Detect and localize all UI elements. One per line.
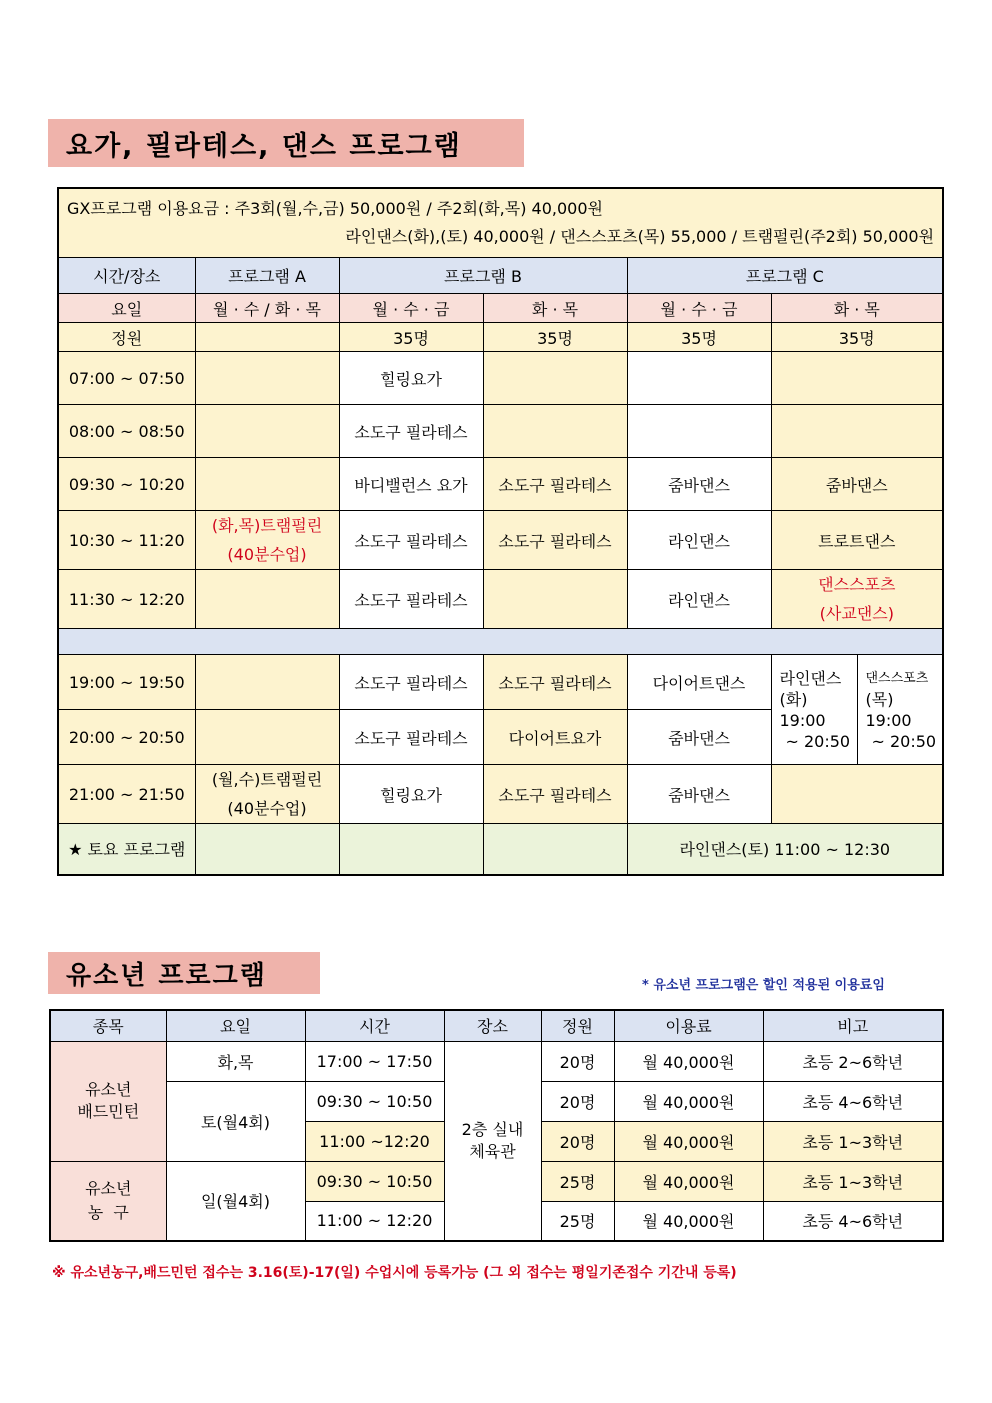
capacity-label: 정원 bbox=[58, 323, 195, 352]
trampoline-label: (월,수)트램펄린 bbox=[211, 770, 323, 789]
cell-a bbox=[195, 765, 339, 824]
cell-b1: 소도구 필라테스 bbox=[339, 710, 483, 765]
time-cell: 11:00 ~12:20 bbox=[305, 1121, 444, 1161]
dancesport-day: (목) bbox=[865, 689, 894, 709]
youth-discount-note: * 유소년 프로그램은 할인 적용된 이용료임 bbox=[642, 978, 885, 993]
day-b1: 월 · 수 · 금 bbox=[339, 294, 483, 323]
gx-schedule-table bbox=[57, 187, 944, 876]
time-cell: 20:00 ~ 20:50 bbox=[58, 710, 195, 765]
capacity-cell: 20명 bbox=[541, 1081, 614, 1121]
basketball-line-1: 유소년 bbox=[85, 1178, 132, 1198]
cell-b2: 소도구 필라테스 bbox=[483, 458, 627, 511]
cell-a bbox=[195, 405, 339, 458]
cell-c1: 줌바댄스 bbox=[627, 710, 771, 765]
fee-cell: 월 40,000원 bbox=[614, 1081, 763, 1121]
trampoline-duration: (40분수업) bbox=[227, 545, 307, 564]
header-program-b: 프로그램 B bbox=[339, 258, 627, 294]
sport-badminton: 유소년 배드민턴 bbox=[50, 1041, 166, 1161]
line-dance-day: (화) bbox=[779, 689, 808, 709]
cell-b2 bbox=[483, 570, 627, 629]
youth-table bbox=[49, 1009, 944, 1242]
cell-b2 bbox=[483, 405, 627, 458]
day-cell: 토(월4회) bbox=[166, 1081, 305, 1161]
schedule-row bbox=[58, 511, 943, 570]
header-place: 장소 bbox=[444, 1010, 541, 1041]
capacity-cell: 25명 bbox=[541, 1201, 614, 1241]
cell-c2-dancesport bbox=[857, 655, 943, 765]
dancesport-label: 댄스스포츠 bbox=[865, 670, 929, 686]
cell-b1: 소도구 필라테스 bbox=[339, 570, 483, 629]
time-cell: 09:30 ~ 10:20 bbox=[58, 458, 195, 511]
cell-b2: 다이어트요가 bbox=[483, 710, 627, 765]
fee-line-1: GX프로그램 이용요금 : 주3회(월,수,금) 50,000원 / 주2회(화,목) 40,000원 bbox=[67, 199, 603, 218]
day-a: 월 · 수 / 화 · 목 bbox=[195, 294, 339, 323]
saturday-row bbox=[58, 824, 943, 875]
place-line-1: 2층 실내 bbox=[461, 1119, 524, 1139]
cell-c2 bbox=[771, 352, 943, 405]
fee-cell: 월 40,000원 bbox=[614, 1041, 763, 1081]
day-cell: 화,목 bbox=[166, 1041, 305, 1081]
day-c2: 화 · 목 bbox=[771, 294, 943, 323]
note-cell: 초등 1~3학년 bbox=[763, 1161, 943, 1201]
cell-b1: 소도구 필라테스 bbox=[339, 405, 483, 458]
dancesport-label: 댄스스포츠 bbox=[818, 575, 896, 594]
cell-c1: 다이어트댄스 bbox=[627, 655, 771, 710]
capacity-c1: 35명 bbox=[627, 323, 771, 352]
saturday-b2 bbox=[483, 824, 627, 875]
schedule-row bbox=[58, 655, 943, 710]
schedule-row bbox=[58, 458, 943, 511]
line-dance-end: ~ 20:50 bbox=[785, 731, 851, 751]
schedule-row bbox=[58, 765, 943, 824]
saturday-c: 라인댄스(토) 11:00 ~ 12:30 bbox=[627, 824, 943, 875]
table-row bbox=[50, 1041, 943, 1081]
cell-c2: 줌바댄스 bbox=[771, 458, 943, 511]
saturday-label: ★ 토요 프로그램 bbox=[58, 824, 195, 875]
time-cell: 10:30 ~ 11:20 bbox=[58, 511, 195, 570]
section-title-gx: 요가, 필라테스, 댄스 프로그램 bbox=[48, 119, 524, 167]
place-cell bbox=[444, 1041, 541, 1241]
capacity-cell: 20명 bbox=[541, 1121, 614, 1161]
cell-a bbox=[195, 511, 339, 570]
cell-c2 bbox=[771, 765, 943, 824]
header-time: 시간 bbox=[305, 1010, 444, 1041]
fee-cell: 월 40,000원 bbox=[614, 1201, 763, 1241]
cell-b1: 힐링요가 bbox=[339, 352, 483, 405]
header-program-a: 프로그램 A bbox=[195, 258, 339, 294]
registration-footer-note: ※ 유소년농구,배드민턴 접수는 3.16(토)-17(일) 수업시에 등록가능 (그 외 접수는 평일기존접수 기간내 등록) bbox=[52, 1265, 737, 1281]
time-cell: 21:00 ~ 21:50 bbox=[58, 765, 195, 824]
header-fee: 이용료 bbox=[614, 1010, 763, 1041]
capacity-b2: 35명 bbox=[483, 323, 627, 352]
note-cell: 초등 4~6학년 bbox=[763, 1201, 943, 1241]
cell-a bbox=[195, 655, 339, 710]
schedule-row bbox=[58, 352, 943, 405]
cell-a bbox=[195, 458, 339, 511]
header-time-place: 시간/장소 bbox=[58, 258, 195, 294]
capacity-b1: 35명 bbox=[339, 323, 483, 352]
cell-b2: 소도구 필라테스 bbox=[483, 765, 627, 824]
schedule-row bbox=[58, 405, 943, 458]
header-day: 요일 bbox=[166, 1010, 305, 1041]
cell-b1: 소도구 필라테스 bbox=[339, 655, 483, 710]
place-line-2: 체육관 bbox=[469, 1141, 516, 1161]
saturday-a bbox=[195, 824, 339, 875]
divider-row bbox=[58, 629, 943, 655]
cell-c2 bbox=[771, 405, 943, 458]
time-cell: 11:30 ~ 12:20 bbox=[58, 570, 195, 629]
cell-c1: 라인댄스 bbox=[627, 511, 771, 570]
capacity-c2: 35명 bbox=[771, 323, 943, 352]
cell-b2 bbox=[483, 352, 627, 405]
day-label: 요일 bbox=[58, 294, 195, 323]
basketball-line-2: 농 구 bbox=[87, 1202, 129, 1222]
trampoline-label: (화,목)트램펄린 bbox=[211, 516, 323, 535]
time-cell: 09:30 ~ 10:50 bbox=[305, 1081, 444, 1121]
cell-a bbox=[195, 352, 339, 405]
time-cell: 19:00 ~ 19:50 bbox=[58, 655, 195, 710]
cell-a bbox=[195, 570, 339, 629]
saturday-b1 bbox=[339, 824, 483, 875]
time-cell: 09:30 ~ 10:50 bbox=[305, 1161, 444, 1201]
note-cell: 초등 1~3학년 bbox=[763, 1121, 943, 1161]
capacity-a bbox=[195, 323, 339, 352]
cell-c1 bbox=[627, 405, 771, 458]
day-c1: 월 · 수 · 금 bbox=[627, 294, 771, 323]
cell-c1: 라인댄스 bbox=[627, 570, 771, 629]
section-title-youth: 유소년 프로그램 bbox=[48, 952, 320, 994]
time-cell: 11:00 ~ 12:20 bbox=[305, 1201, 444, 1241]
fee-info bbox=[58, 188, 943, 258]
header-sport: 종목 bbox=[50, 1010, 166, 1041]
time-cell: 08:00 ~ 08:50 bbox=[58, 405, 195, 458]
fee-line-2: 라인댄스(화),(토) 40,000원 / 댄스스포츠(목) 55,000 / 트램펄린(주2회) 50,000원 bbox=[345, 227, 935, 246]
line-dance-label: 라인댄스 bbox=[779, 668, 842, 688]
capacity-cell: 25명 bbox=[541, 1161, 614, 1201]
dancesport-end: ~ 20:50 bbox=[871, 731, 937, 751]
cell-c2: 트로트댄스 bbox=[771, 511, 943, 570]
trampoline-duration: (40분수업) bbox=[227, 799, 307, 818]
cell-c1 bbox=[627, 352, 771, 405]
cell-b2: 소도구 필라테스 bbox=[483, 511, 627, 570]
header-note: 비고 bbox=[763, 1010, 943, 1041]
cell-b2: 소도구 필라테스 bbox=[483, 655, 627, 710]
capacity-cell: 20명 bbox=[541, 1041, 614, 1081]
cell-b1: 바디밸런스 요가 bbox=[339, 458, 483, 511]
schedule-row bbox=[58, 570, 943, 629]
day-b2: 화 · 목 bbox=[483, 294, 627, 323]
fee-cell: 월 40,000원 bbox=[614, 1161, 763, 1201]
dancesport-start: 19:00 bbox=[865, 710, 912, 730]
note-cell: 초등 2~6학년 bbox=[763, 1041, 943, 1081]
sport-basketball bbox=[50, 1161, 166, 1241]
header-program-c: 프로그램 C bbox=[627, 258, 943, 294]
line-dance-start: 19:00 bbox=[779, 710, 826, 730]
cell-b1: 소도구 필라테스 bbox=[339, 511, 483, 570]
fee-cell: 월 40,000원 bbox=[614, 1121, 763, 1161]
cell-a bbox=[195, 710, 339, 765]
header-capacity: 정원 bbox=[541, 1010, 614, 1041]
cell-b1: 힐링요가 bbox=[339, 765, 483, 824]
time-cell: 07:00 ~ 07:50 bbox=[58, 352, 195, 405]
day-cell: 일(월4회) bbox=[166, 1161, 305, 1241]
cell-c1: 줌바댄스 bbox=[627, 765, 771, 824]
cell-c2 bbox=[771, 570, 943, 629]
note-cell: 초등 4~6학년 bbox=[763, 1081, 943, 1121]
cell-c2-line-dance bbox=[771, 655, 857, 765]
cell-c1: 줌바댄스 bbox=[627, 458, 771, 511]
time-cell: 17:00 ~ 17:50 bbox=[305, 1041, 444, 1081]
dancesport-sub: (사교댄스) bbox=[819, 604, 894, 623]
